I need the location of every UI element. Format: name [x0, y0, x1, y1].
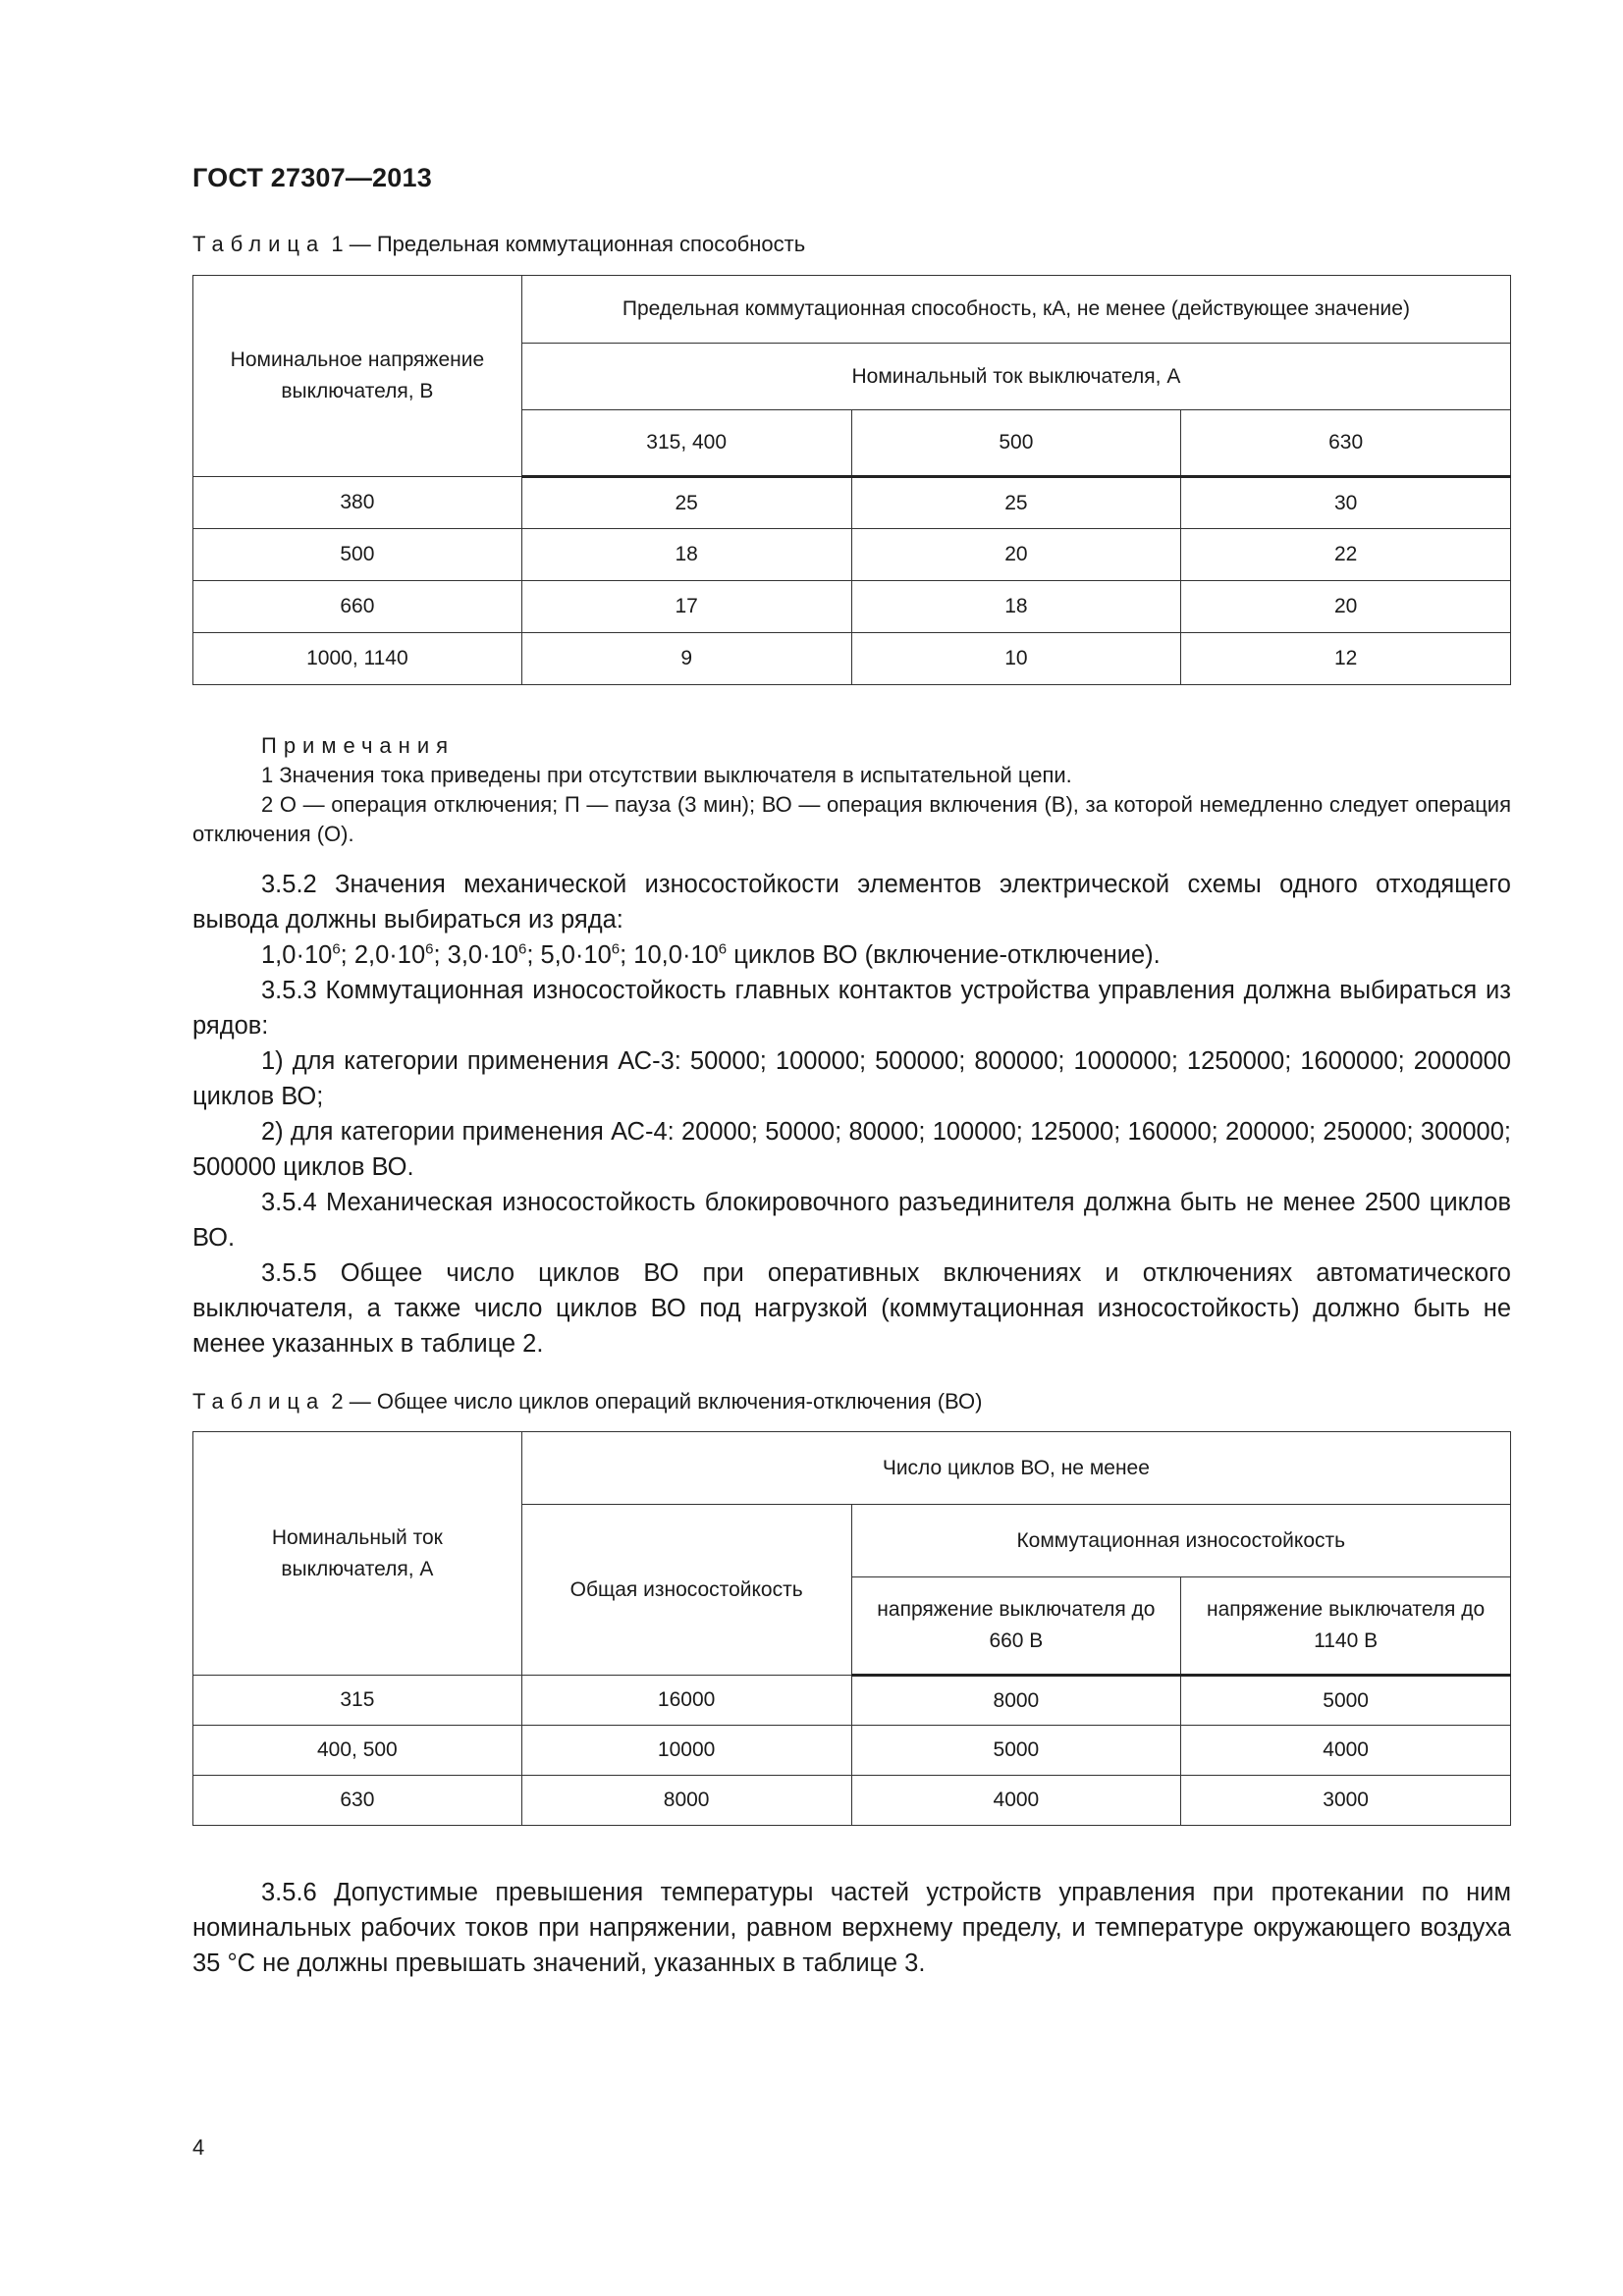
body-text-section-2	[192, 1875, 1511, 1981]
table-row	[193, 529, 1511, 581]
table1-cell: 10	[851, 633, 1181, 685]
table2-cell: 4000	[1181, 1726, 1511, 1776]
table1-cell: 22	[1181, 529, 1511, 581]
body-text-section	[192, 867, 1511, 1362]
paragraph-3-5-4: 3.5.4 Механическая износостойкость блокировочного разъединителя должна быть не менее 2500 циклов ВО.	[192, 1189, 1511, 1252]
note-2: 2 О — операция отключения; П — пауза (3 мин); ВО — операция включения (В), за которой немедленно следует операция отключения (О).	[192, 792, 1511, 846]
table1	[192, 275, 1511, 685]
paragraph-3-5-3-item-2: 2) для категории применения АС-4: 20000; 50000; 80000; 100000; 125000; 160000; 200000; 250000; 300000; 500000 циклов ВО.	[192, 1118, 1511, 1181]
notes-title: Примечания	[261, 733, 456, 758]
page-number: 4	[192, 2135, 205, 2160]
table2-cell: 5000	[1181, 1676, 1511, 1726]
table1-caption-prefix: Таблица	[192, 232, 326, 256]
table2-header-660: напряжение выключателя до 660 В	[851, 1577, 1181, 1676]
table1-cell: 25	[521, 477, 851, 529]
table2-cell: 16000	[521, 1676, 851, 1726]
table1-cell: 25	[851, 477, 1181, 529]
table1-cell: 30	[1181, 477, 1511, 529]
table2-header-current: Номинальный ток выключателя, А	[193, 1432, 522, 1676]
table2-cell: 8000	[521, 1776, 851, 1826]
table2-caption-text: 2 — Общее число циклов операций включения-отключения (ВО)	[325, 1389, 983, 1414]
note-1: 1 Значения тока приведены при отсутствии выключателя в испытательной цепи.	[261, 763, 1072, 787]
notes-block	[192, 731, 1511, 849]
table2-cell: 3000	[1181, 1776, 1511, 1826]
table2-caption	[192, 1389, 982, 1415]
table2-header-1140: напряжение выключателя до 1140 В	[1181, 1577, 1511, 1676]
table1-cell: 17	[521, 581, 851, 633]
table1-cell-voltage: 380	[193, 477, 522, 529]
table1-header-current: 500	[851, 410, 1181, 477]
document-title: ГОСТ 27307—2013	[192, 163, 432, 192]
paragraph-3-5-3: 3.5.3 Коммутационная износостойкость главных контактов устройства управления должна выбираться из рядов:	[192, 977, 1511, 1040]
table1-cell: 20	[851, 529, 1181, 581]
table1-cell: 18	[851, 581, 1181, 633]
table2-cell-current: 630	[193, 1776, 522, 1826]
table-row	[193, 477, 1511, 529]
table1-cell-voltage: 500	[193, 529, 522, 581]
paragraph-3-5-2-series: $1,0\cdot 10^6$; $2,0\cdot 10^6$; $3,0\cdot 10^6$; $5,0\cdot 10^6$; $10,0\cdot 10^6$ циклов ВО (включение-отключение).	[261, 940, 1161, 969]
table2-cell: 5000	[851, 1726, 1181, 1776]
table1-header-subgroup: Номинальный ток выключателя, А	[521, 344, 1510, 410]
table-row	[193, 1776, 1511, 1826]
table1-cell: 20	[1181, 581, 1511, 633]
paragraph-3-5-6: 3.5.6 Допустимые превышения температуры частей устройств управления при протекании по ним номинальных рабочих токов при напряжении, равном верхнему пределу, и температуре окружающего воздуха 35 °С не должны превышать значений, указанных в таблице 3.	[192, 1879, 1511, 1977]
table1-caption-text: 1 — Предельная коммутационная способность	[325, 232, 806, 256]
table2-header-total: Общая износостойкость	[521, 1505, 851, 1676]
table1-cell-voltage: 1000, 1140	[193, 633, 522, 685]
table1-caption	[192, 232, 805, 257]
table2	[192, 1431, 1511, 1826]
table-row	[193, 633, 1511, 685]
table2-cell-current: 315	[193, 1676, 522, 1726]
table2-caption-prefix: Таблица	[192, 1389, 326, 1414]
paragraph-3-5-2: 3.5.2 Значения механической износостойкости элементов электрической схемы одного отходящего вывода должны выбираться из ряда:	[192, 871, 1511, 934]
table-row	[193, 581, 1511, 633]
table2-cell: 4000	[851, 1776, 1181, 1826]
table1-cell: 18	[521, 529, 851, 581]
table1-header-voltage: Номинальное напряжение выключателя, В	[193, 276, 522, 477]
paragraph-3-5-5: 3.5.5 Общее число циклов ВО при оперативных включениях и отключениях автоматического выключателя, а также число циклов ВО под нагрузкой (коммутационная износостойкость) должно быть не менее указанных в таблице 2.	[192, 1259, 1511, 1358]
table2-header-commutation: Коммутационная износостойкость	[851, 1505, 1510, 1577]
paragraph-3-5-3-item-1: 1) для категории применения АС-3: 50000; 100000; 500000; 800000; 1000000; 1250000; 1600000; 2000000 циклов ВО;	[192, 1047, 1511, 1110]
table1-cell: 12	[1181, 633, 1511, 685]
table2-cell-current: 400, 500	[193, 1726, 522, 1776]
table1-cell: 9	[521, 633, 851, 685]
table2-cell: 8000	[851, 1676, 1181, 1726]
table1-header-current: 315, 400	[521, 410, 851, 477]
table-row	[193, 1676, 1511, 1726]
table1-header-group: Предельная коммутационная способность, кА, не менее (действующее значение)	[521, 276, 1510, 344]
table2-cell: 10000	[521, 1726, 851, 1776]
table2-header-group: Число циклов ВО, не менее	[521, 1432, 1510, 1505]
table1-cell-voltage: 660	[193, 581, 522, 633]
table1-header-current: 630	[1181, 410, 1511, 477]
table-row	[193, 1726, 1511, 1776]
